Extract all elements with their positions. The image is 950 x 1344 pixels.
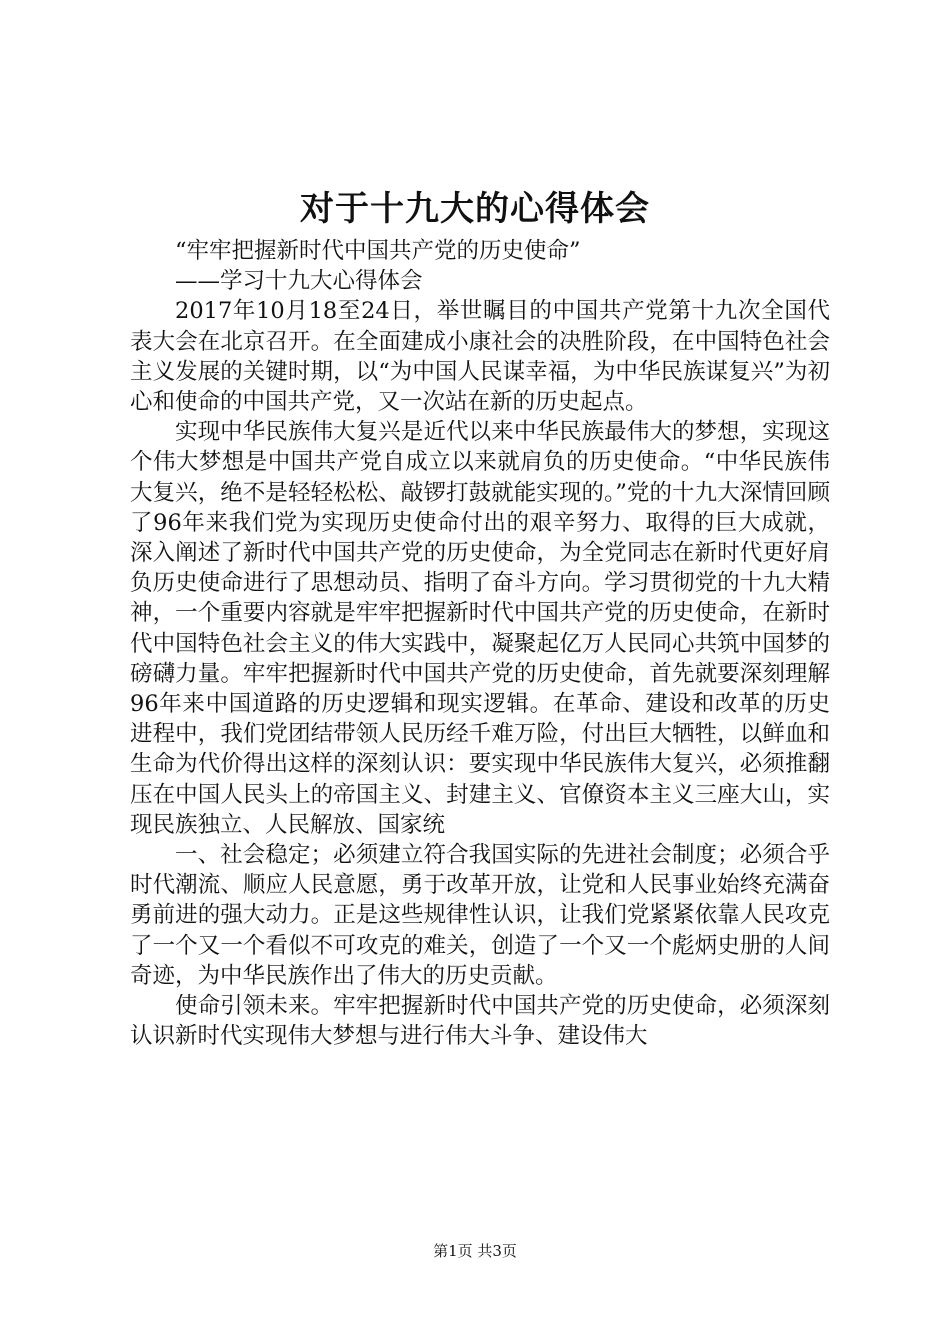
page-number-footer: 第1页 共3页 [433,1242,517,1260]
document-body [130,236,830,1051]
paragraph-2: 实现中华民族伟大复兴是近代以来中华民族最伟大的梦想，实现这个伟大梦想是中国共产党自成立以来就肩负的历史使命。“中华民族伟大复兴，绝不是轻轻松松、敲锣打鼓就能实现的。”党的十九大深情回顾了96年来我们党为实现历史使命付出的艰辛努力、取得的巨大成就，深入阐述了新时代中国共产党的历史使命，为全党同志在新时代更好肩负历史使命进行了思想动员、指明了奋斗方向。学习贯彻党的十九大精神，一个重要内容就是牢牢把握新时代中国共产党的历史使命，在新时代中国特色社会主义的伟大实践中，凝聚起亿万人民同心共筑中国梦的磅礴力量。牢牢把握新时代中国共产党的历史使命，首先就要深刻理解96年来中国道路的历史逻辑和现实逻辑。在革命、建设和改革的历史进程中，我们党团结带领人民历经千难万险，付出巨大牺牲，以鲜血和生命为代价得出这样的深刻认识：要实现中华民族伟大复兴，必须推翻压在中国人民头上的帝国主义、封建主义、官僚资本主义三座大山，实现民族独立、人民解放、国家统 [130,419,830,838]
paragraph-4: 使命引领未来。牢牢把握新时代中国共产党的历史使命，必须深刻认识新时代实现伟大梦想与进行伟大斗争、建设伟大 [130,993,830,1050]
document-title: 对于十九大的心得体会 [300,189,650,229]
subtitle-line-1: “牢牢把握新时代中国共产党的历史使命” [175,238,581,264]
subtitle-line-2: ——学习十九大心得体会 [175,268,423,295]
paragraph-3: 一、社会稳定；必须建立符合我国实际的先进社会制度；必须合乎时代潮流、顺应人民意愿，勇于改革开放，让党和人民事业始终充满奋勇前进的强大动力。正是这些规律性认识，让我们党紧紧依靠人民攻克了一个又一个看似不可攻克的难关，创造了一个又一个彪炳史册的人间奇迹，为中华民族作出了伟大的历史贡献。 [130,842,830,989]
paragraph-1: 2017年10月18至24日，举世瞩目的中国共产党第十九次全国代表大会在北京召开。在全面建成小康社会的决胜阶段，在中国特色社会主义发展的关键时期，以“为中国人民谋幸福，为中华民族谋复兴”为初心和使命的中国共产党，又一次站在新的历史起点。 [130,298,830,416]
